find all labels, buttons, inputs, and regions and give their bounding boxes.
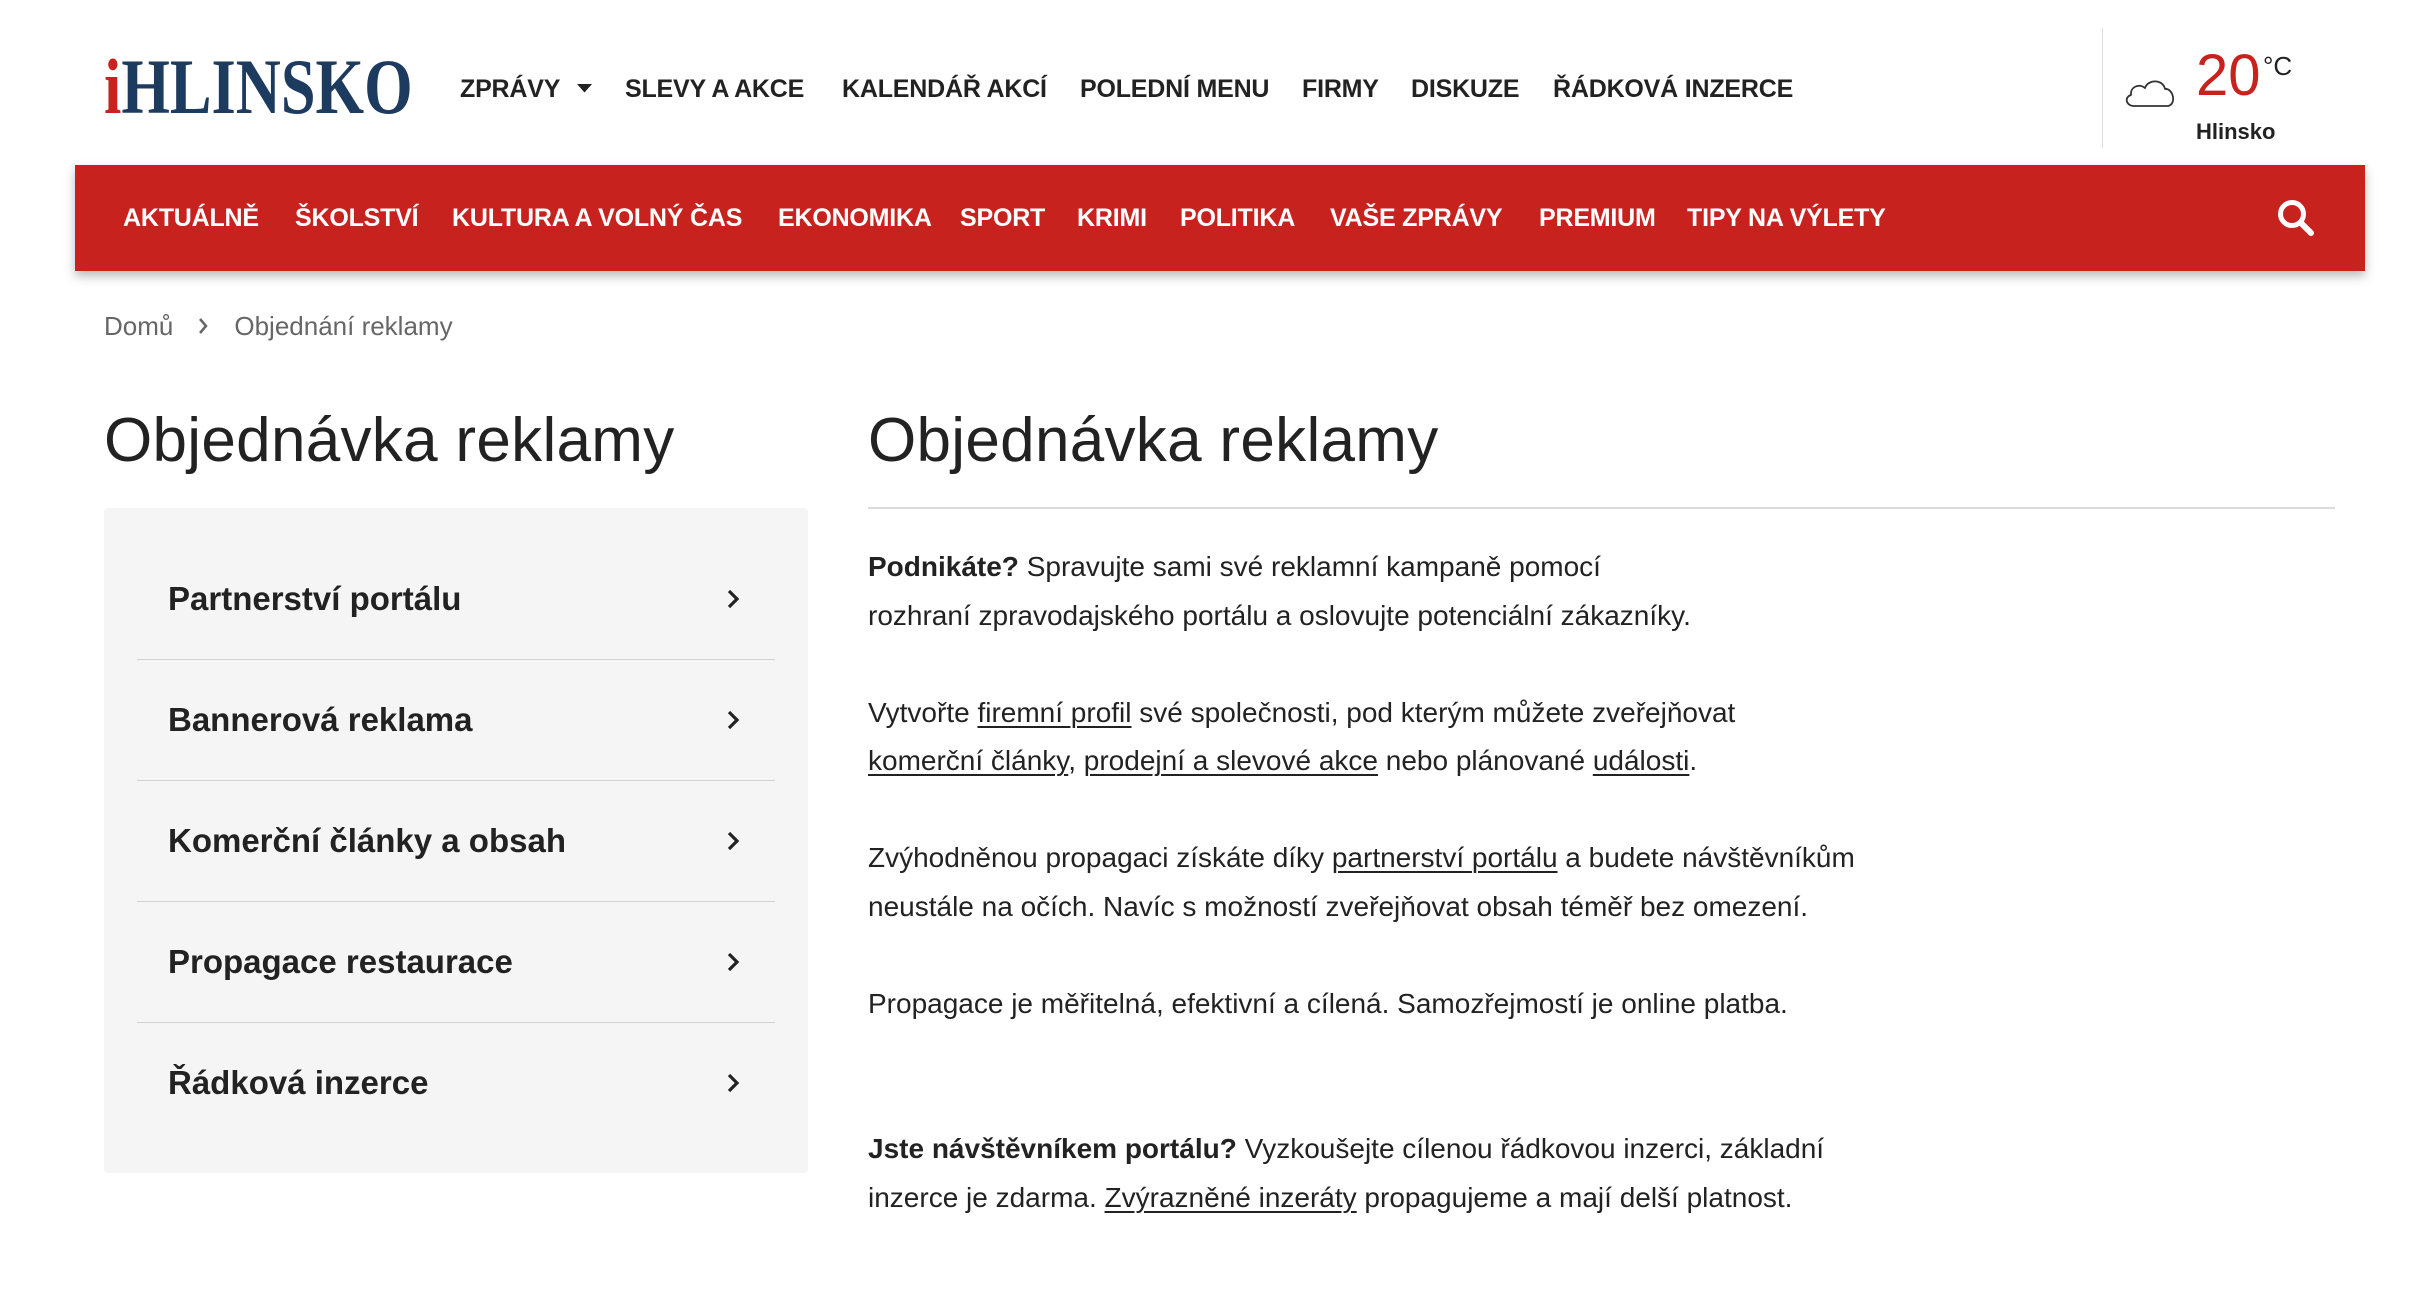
paragraph-line <box>868 1125 1855 1174</box>
search-icon[interactable] <box>2276 198 2316 238</box>
main-content <box>868 543 1855 1222</box>
link-firemni-profil[interactable]: firemní profil <box>977 696 1132 728</box>
paragraph-text: neustále na očích. Navíc s možností zveřejňovat obsah téměř bez omezení. <box>868 890 1809 922</box>
paragraph-text: , <box>1068 745 1084 776</box>
sidebar-item-komercni-clanky[interactable] <box>137 781 775 902</box>
link-partnerstvi-portalu[interactable]: partnerství portálu <box>1331 842 1558 873</box>
paragraph-text: inzerce je zdarma. <box>868 1181 1105 1213</box>
paragraph-text: a budete návštěvníkům <box>1557 842 1855 873</box>
paragraph-line <box>868 543 1855 592</box>
nav-item-label: ZPRÁVY <box>460 75 561 103</box>
paragraph-line <box>868 737 1855 786</box>
nav-item-radkova-inzerce[interactable]: ŘÁDKOVÁ INZERCE <box>1553 75 1794 103</box>
sidebar-item-label: Bannerová reklama <box>168 701 473 738</box>
sidebar-item-label: Řádková inzerce <box>168 1064 429 1101</box>
paragraph-text: Spravujte sami své reklamní kampaně pomocí <box>1018 551 1601 582</box>
sidebar-item-radkova-inzerce[interactable] <box>137 1023 775 1143</box>
chevron-right-icon <box>726 951 740 973</box>
paragraph-text: Vytvořte <box>868 696 978 728</box>
sidebar-item-propagace-restaurace[interactable] <box>137 902 775 1023</box>
caret-down-icon <box>577 84 592 93</box>
sidebar-item-label: Propagace restaurace <box>168 943 513 980</box>
category-tipy-na-vylety[interactable]: TIPY NA VÝLETY <box>1687 204 1886 232</box>
paragraph-line <box>868 592 1855 641</box>
nav-item-kalendar-akci[interactable]: KALENDÁŘ AKCÍ <box>842 75 1047 103</box>
sidebar-item-label: Komerční články a obsah <box>168 822 566 859</box>
link-prodejni-a-slevove-akce[interactable]: prodejní a slevové akce <box>1083 745 1378 776</box>
weather-unit: °C <box>2263 51 2293 81</box>
cloud-icon <box>2121 74 2179 108</box>
category-krimi[interactable]: KRIMI <box>1077 204 1147 232</box>
category-nav <box>75 165 2365 271</box>
nav-item-slevy-a-akce[interactable]: SLEVY A AKCE <box>625 75 805 103</box>
category-premium[interactable]: PREMIUM <box>1539 204 1656 232</box>
logo-name: HLINSKO <box>121 43 413 130</box>
paragraph-text: propagujeme a mají delší platnost. <box>1356 1181 1793 1213</box>
paragraph-lead: Podnikáte? <box>868 551 1019 582</box>
sidebar-menu <box>104 508 808 1173</box>
nav-item-firmy[interactable]: FIRMY <box>1302 75 1379 103</box>
chevron-right-icon <box>197 317 209 335</box>
category-politika[interactable]: POLITIKA <box>1180 204 1296 232</box>
paragraph-text: . <box>1689 745 1698 776</box>
paragraph-text: nebo plánované <box>1377 745 1593 776</box>
chevron-right-icon <box>726 1072 740 1094</box>
paragraph-line <box>868 1174 1855 1223</box>
nav-item-diskuze[interactable]: DISKUZE <box>1411 75 1520 103</box>
site-logo[interactable] <box>104 43 413 130</box>
paragraph-line <box>868 883 1855 932</box>
nav-item-zpravy[interactable] <box>460 74 592 104</box>
weather-widget[interactable] <box>2102 28 2363 148</box>
breadcrumb <box>104 310 453 342</box>
paragraph-lead: Jste návštěvníkem portálu? <box>868 1133 1237 1164</box>
breadcrumb-current: Objednání reklamy <box>234 311 453 341</box>
weather-temperature: 20 <box>2196 43 2261 108</box>
nav-item-poledni-menu[interactable]: POLEDNÍ MENU <box>1080 75 1270 103</box>
title-divider <box>868 507 2335 509</box>
paragraph-text: Zvýhodněnou propagaci získáte díky <box>868 842 1332 873</box>
link-zvyraznene-inzeraty[interactable]: Zvýrazněné inzeráty <box>1104 1181 1357 1213</box>
category-sport[interactable]: SPORT <box>960 204 1046 232</box>
category-aktualne[interactable]: AKTUÁLNĚ <box>123 204 259 232</box>
link-udalosti[interactable]: události <box>1592 745 1690 776</box>
paragraph-line <box>868 980 1855 1029</box>
page-title: Objednávka reklamy <box>868 406 1439 475</box>
paragraph-text: Propagace je měřitelná, efektivní a cílená. Samozřejmostí je online platba. <box>868 987 1788 1019</box>
link-komercni-clanky[interactable]: komerční články <box>868 745 1069 776</box>
paragraph-text: své společnosti, pod kterým můžete zveřejňovat <box>1131 696 1736 728</box>
sidebar-item-bannerova-reklama[interactable] <box>137 660 775 781</box>
sidebar-item-label: Partnerství portálu <box>168 580 462 617</box>
paragraph-line <box>868 689 1855 738</box>
sidebar-title: Objednávka reklamy <box>104 406 675 475</box>
category-vase-zpravy[interactable]: VAŠE ZPRÁVY <box>1330 204 1503 232</box>
category-skolstvi[interactable]: ŠKOLSTVÍ <box>295 204 419 232</box>
chevron-right-icon <box>726 830 740 852</box>
chevron-right-icon <box>726 588 740 610</box>
paragraph-line <box>868 834 1855 883</box>
paragraph-text: Vyzkoušejte cílenou řádkovou inzerci, základní <box>1236 1133 1825 1164</box>
category-kultura-a-volny-cas[interactable]: KULTURA A VOLNÝ ČAS <box>452 204 743 232</box>
sidebar-item-partnerstvi-portalu[interactable] <box>137 539 775 660</box>
chevron-right-icon <box>726 709 740 731</box>
paragraph-text: rozhraní zpravodajského portálu a oslovujte potenciální zákazníky. <box>868 599 1691 631</box>
weather-location: Hlinsko <box>2196 119 2276 144</box>
breadcrumb-home[interactable]: Domů <box>104 311 174 341</box>
logo-prefix: i <box>104 43 122 130</box>
category-ekonomika[interactable]: EKONOMIKA <box>778 204 932 232</box>
